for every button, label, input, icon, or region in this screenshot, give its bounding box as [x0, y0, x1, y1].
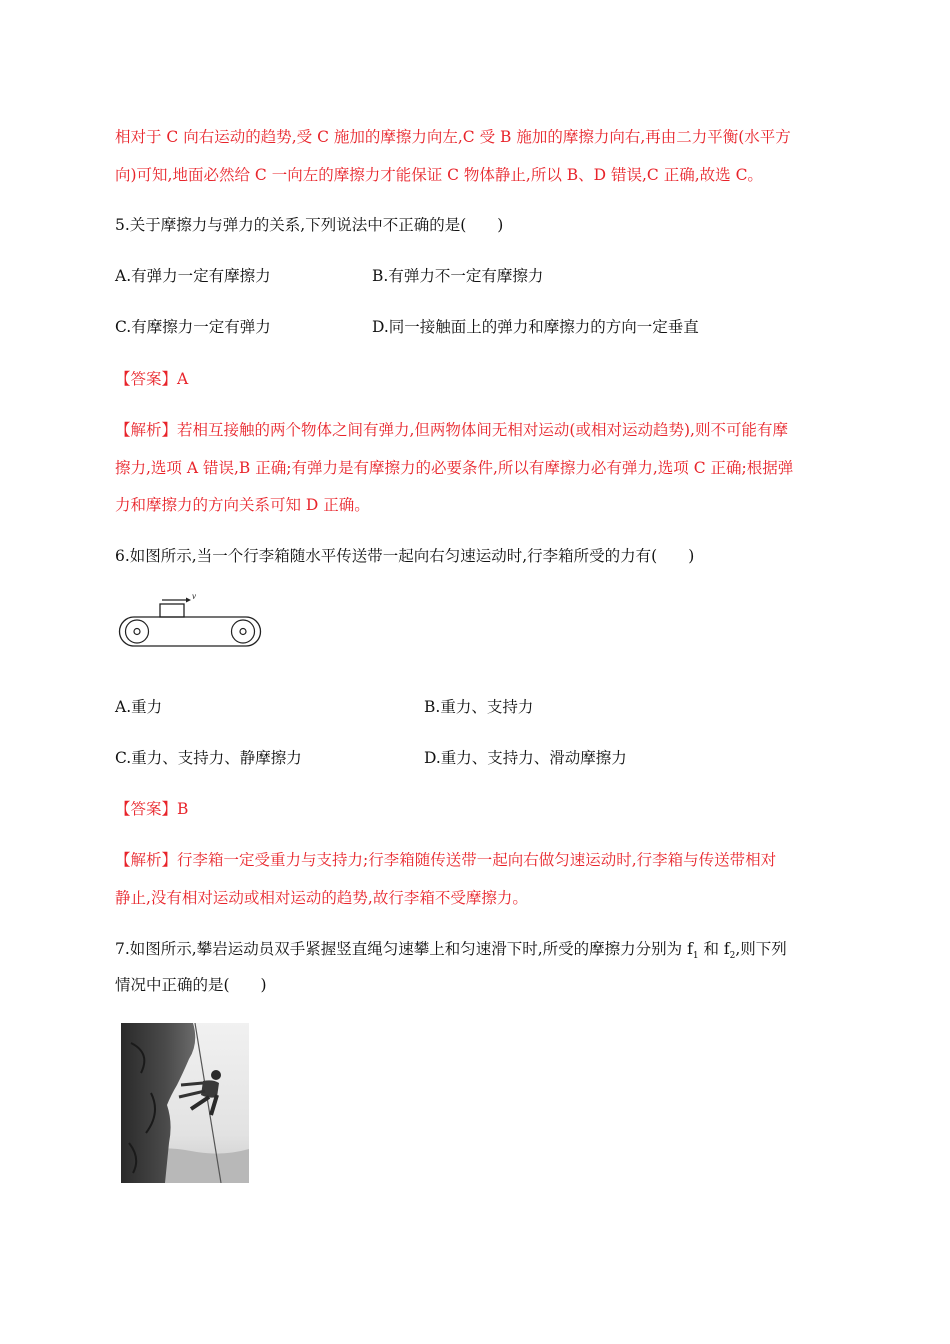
q7-stem-part-b: 和 f — [698, 940, 730, 958]
q7-subscript-1: 1 — [692, 951, 699, 962]
q5-option-d: D.同一接触面上的弹力和摩擦力的方向一定垂直 — [372, 318, 699, 336]
q5-option-a: A.有弹力一定有摩擦力 — [115, 267, 271, 285]
q6-option-b: B.重力、支持力 — [424, 698, 534, 716]
q7-stem-part-c: ,则下列 — [735, 940, 787, 958]
climber-head — [211, 1070, 221, 1080]
suitcase — [160, 604, 184, 617]
q5-analysis-line-1: 【解析】若相互接触的两个物体之间有弹力,但两物体间无相对运动(或相对运动趋势),则不可能有摩 — [115, 421, 788, 439]
q7-stem-line-1 — [115, 938, 787, 967]
left-roller — [126, 620, 149, 643]
intro-line-1: 相对于 C 向右运动的趋势,受 C 施加的摩擦力向左,C 受 B 施加的摩擦力向右,再由二力平衡(水平方 — [115, 128, 791, 146]
q6-option-a: A.重力 — [115, 698, 163, 716]
q5-stem: 5.关于摩擦力与弹力的关系,下列说法中不正确的是( ) — [115, 216, 504, 234]
q6-analysis-line-1: 【解析】行李箱一定受重力与支持力;行李箱随传送带一起向右做匀速运动时,行李箱与传送带相对 — [115, 851, 777, 869]
q7-subscript-2: 2 — [729, 951, 736, 962]
q6-analysis-line-2: 静止,没有相对运动或相对运动的趋势,故行李箱不受摩擦力。 — [115, 889, 528, 907]
q5-answer: 【答案】A — [115, 370, 189, 388]
velocity-arrowhead — [186, 598, 191, 603]
q5-option-b: B.有弹力不一定有摩擦力 — [372, 267, 544, 285]
q5-analysis-line-3: 力和摩擦力的方向关系可知 D 正确。 — [115, 496, 370, 514]
q7-stem-line-2: 情况中正确的是( ) — [115, 976, 267, 994]
q7-stem-part-a: 7.如图所示,攀岩运动员双手紧握竖直绳匀速攀上和匀速滑下时,所受的摩擦力分别为 f — [115, 940, 693, 958]
left-roller-axle — [134, 629, 140, 635]
right-roller-axle — [240, 629, 246, 635]
conveyor-belt-figure — [118, 590, 266, 652]
q6-option-d: D.重力、支持力、滑动摩擦力 — [424, 749, 627, 767]
velocity-label: v — [192, 591, 196, 601]
q6-option-c: C.重力、支持力、静摩擦力 — [115, 749, 302, 767]
rock-climber-photo — [121, 1023, 249, 1183]
q6-answer: 【答案】B — [115, 800, 189, 818]
right-roller — [232, 620, 255, 643]
q6-stem: 6.如图所示,当一个行李箱随水平传送带一起向右匀速运动时,行李箱所受的力有( ) — [115, 547, 695, 565]
q5-analysis-line-2: 擦力,选项 A 错误,B 正确;有弹力是有摩擦力的必要条件,所以有摩擦力必有弹力,选项 C 正确;根据弹 — [115, 459, 794, 477]
intro-line-2: 向)可知,地面必然给 C 一向左的摩擦力才能保证 C 物体静止,所以 B、D 错误,C 正确,故选 C。 — [115, 166, 763, 184]
q5-option-c: C.有摩擦力一定有弹力 — [115, 318, 271, 336]
